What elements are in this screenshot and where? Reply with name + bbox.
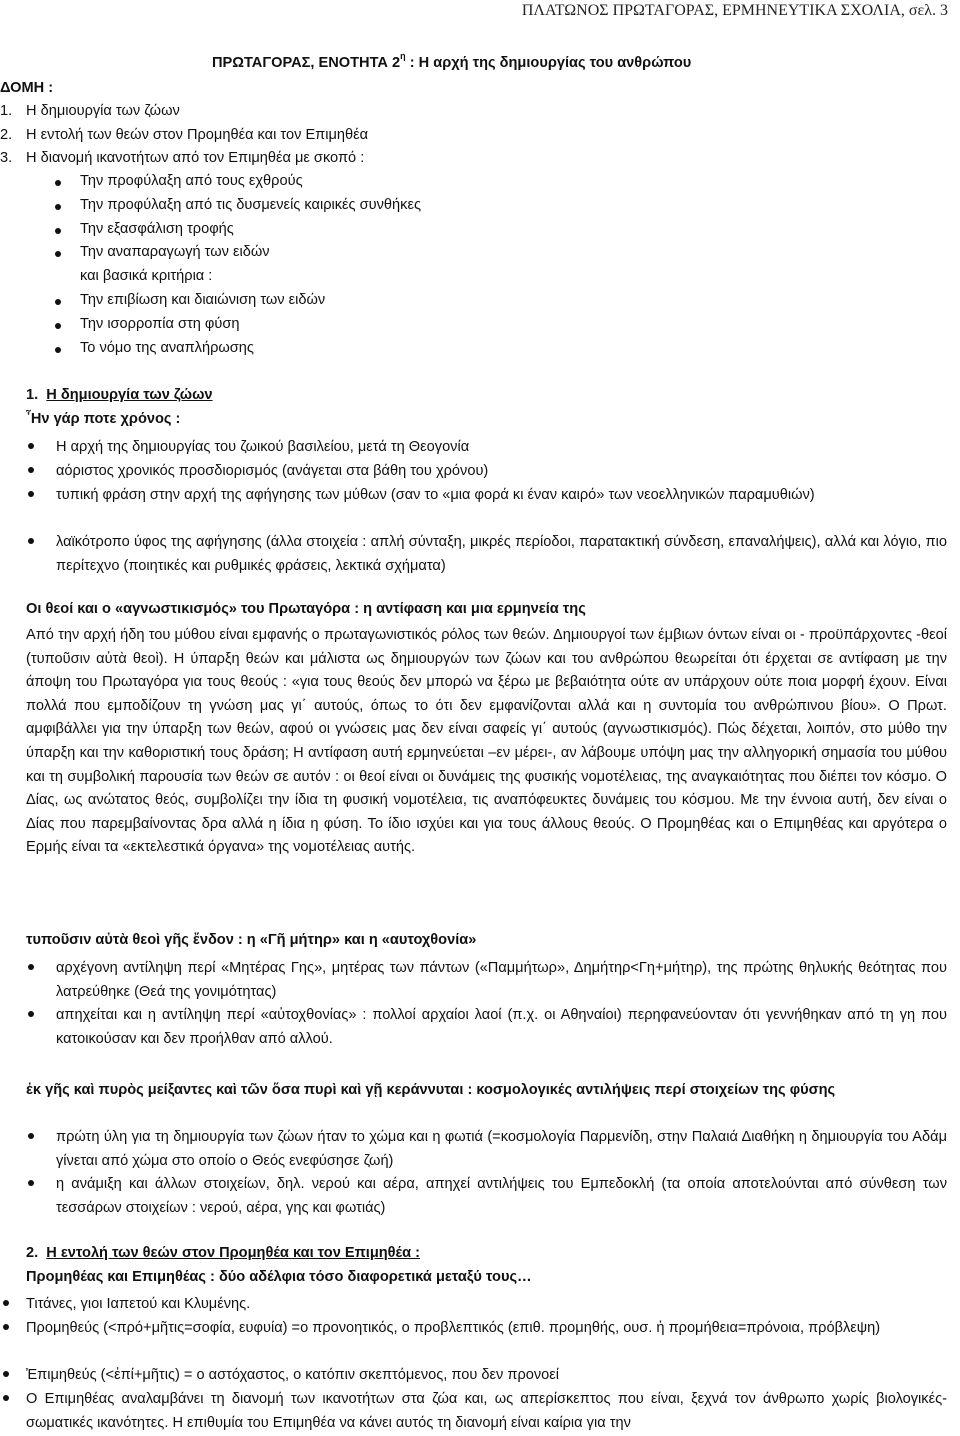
purpose-item: Την προφύλαξη από τους εχθρούς xyxy=(80,173,303,189)
bullet-icon xyxy=(3,1395,9,1401)
criteria-item: Το νόμο της αναπλήρωσης xyxy=(80,340,254,356)
structure-num-3: 3. xyxy=(0,150,13,166)
bullet-icon xyxy=(28,467,34,473)
title-superscript: η xyxy=(400,51,406,61)
purpose-item: Την εξασφάλιση τροφής xyxy=(80,221,234,237)
bullet-icon xyxy=(28,1011,34,1017)
bullet-icon xyxy=(55,228,61,234)
bullet-icon xyxy=(28,1180,34,1186)
bullet-icon xyxy=(28,443,34,449)
section-2-subheading: Προμηθέας και Επιμηθέας : δύο αδέλφια τόσο διαφορετικά μεταξύ τους… xyxy=(26,1269,532,1285)
section-2-bullet: Τιτάνες, γιοι Ιαπετού και Κλυμένης. xyxy=(26,1296,251,1312)
section-1-heading xyxy=(26,387,213,403)
gods-paragraph: Από την αρχή ήδη του μύθου είναι εμφανής ο πρωταγωνιστικός ρόλος των θεών. Δημιουργοί των έμβιων όντων είναι οι - προϋπάρχοντες -θεοί (τυποῦσιν αὐτὰ θεοὶ). Η ύπαρξη θεών και μάλιστα ως δημιουργών των ζώων και του ανθρώπου θεωρείται ότι έρχεται σε αντίφαση με την άποψη του Πρωταγόρα για τους θεούς : «για τους θεούς δεν μπορώ να ξέρω με βεβαιότητα ούτε αν υπάρχουν ούτε ποια μορφή έχουν. Είναι πολλά που εμποδίζουν τη γνώση μας γι΄ αυτούς, όπως το ότι δεν εμφανίζονται αλλά και η συντομία του ανθρώπινου βίου». Ο Πρωτ. αμφιβάλλει για την ύπαρξη των θεών, αφού οι γνώσεις μας δεν είναι σαφείς γι΄ αυτούς (αγνωστικισμός). Πώς δέχεται, λοιπόν, στο μύθο την ύπαρξη και την καθοριστική τους δράση; Η αντίφαση αυτή ερμηνεύεται –εν μέρει-, αν λάβουμε υπόψη μας την αλληγορική σημασία του μύθου και τη συμβολική παρουσία των θεών σε αυτόν : οι θεοί είναι οι δυνάμεις της φυσικής νομοτέλειας, της αναγκαιότητας που διέπει τον κόσμο. Ο Δίας, ως ανώτατος θεός, συμβολίζει την ίδια τη φυσική νομοτέλεια, τις αναπόφευκτες δυνάμεις του κόσμου. Με την έννοια αυτή, δεν είναι ο Δίας που παρεμβαίνοντας δρα αλλά η ίδια η φύση. Το ίδιο ισχύει και για τους άλλους θεούς. Ο Προμηθέας και ο Επιμηθέας και αργότερα ο Ερμής είναι τα «εκτελεστικά όργανα» της νομοτέλειας αυτής. xyxy=(26,627,947,856)
gods-heading: Οι θεοί και ο «αγνωστικισμός» του Πρωταγόρα : η αντίφαση και μια ερμηνεία της xyxy=(26,601,586,617)
earth-bullet: απηχείται και η αντίληψη περί «αὐτοχθονίας» : πολλοί αρχαίοι λαοί (π.χ. οι Αθηναίοι) περηφανεύονταν ότι γεννήθηκαν από τη γη που κατοικούσαν και δεν προήλθαν από αλλού. xyxy=(56,1007,947,1047)
elements-heading: ἐκ γῆς καὶ πυρὸς μείξαντες καὶ τῶν ὅσα πυρὶ καὶ γῇ κεράννυται : κοσμολογικές αντιλήψεις περί στοιχείων της φύσης xyxy=(26,1082,836,1098)
section-1-quote: ῏Ην γάρ ποτε χρόνος : xyxy=(26,411,181,427)
title-part-b: : Η αρχή της δημιουργίας του ανθρώπου xyxy=(405,55,692,71)
document-title xyxy=(212,51,691,71)
section-1-bullet: Η αρχή της δημιουργίας του ζωικού βασιλείου, μετά τη Θεογονία xyxy=(56,439,470,455)
purpose-item: Την αναπαραγωγή των ειδών xyxy=(80,244,270,260)
elements-bullet: πρώτη ύλη για τη δημιουργία των ζώων ήταν το χώμα και η φωτιά (=κοσμολογία Παρμενίδη, στην Παλαιά Διαθήκη η δημιουργία του Αδάμ γίνεται από χώμα στο οποίο ο Θεός ενεφύσησε ζωή) xyxy=(56,1129,947,1169)
criteria-item: Την επιβίωση και διαιώνιση των ειδών xyxy=(80,292,326,308)
bullet-icon xyxy=(3,1324,9,1330)
section-2-bullet: Ο Επιμηθέας αναλαμβάνει τη διανομή των ικανοτήτων στα ζώα και, ως απερίσκεπτος που είναι, ξεχνά τον άνθρωπο χωρίς βιολογικές-σωματικές ικανότητες. Η επιθυμία του Επιμηθέα να κάνει αυτός τη διανομή είναι καίρια για την xyxy=(26,1391,947,1431)
running-head: ΠΛΑΤΩΝΟΣ ΠΡΩΤΑΓΟΡΑΣ, ΕΡΜΗΝΕΥΤΙΚΑ ΣΧΟΛΙΑ, σελ. 3 xyxy=(521,2,948,19)
bullet-icon xyxy=(3,1300,9,1306)
earth-heading: τυποῦσιν αὐτὰ θεοὶ γῆς ἔνδον : η «Γῆ μήτηρ» και η «αυτοχθονία» xyxy=(26,932,477,948)
section-1-number: 1. xyxy=(26,387,39,403)
earth-bullet: αρχέγονη αντίληψη περί «Μητέρας Γης», μητέρας των πάντων («Παμμήτωρ», Δημήτηρ<Γη+μήτηρ), της πρώτης θηλυκής θεότητας που λατρεύθηκε (Θεά της γονιμότητας) xyxy=(56,960,947,1000)
section-2-bullet: Προμηθεύς (<πρό+μῆτις=σοφία, ευφυία) =ο προνοητικός, ο προβλεπτικός (επιθ. προμηθής, ουσ. ἡ προμήθεια=πρόνοια, πρόβλεψη) xyxy=(26,1320,881,1336)
bullet-icon xyxy=(55,347,61,353)
bullet-icon xyxy=(28,964,34,970)
section-2-bullet: Ἐπιμηθεύς (<ἐπί+μῆτις) = ο αστόχαστος, ο κατόπιν σκεπτόμενος, που δεν προνοεί xyxy=(26,1367,560,1383)
bullet-icon xyxy=(55,204,61,210)
section-1-bullet: λαϊκότροπο ύφος της αφήγησης (άλλα στοιχεία : απλή σύνταξη, μικρές περίοδοι, παρατακτική σύνδεση, επαναλήψεις), αλλά και λόγιο, πιο περίτεχνο (ποιητικές και ρυθμικές φράσεις, λεκτικά σχήματα) xyxy=(56,534,947,574)
section-2-number: 2. xyxy=(26,1245,39,1261)
criteria-item: Την ισορροπία στη φύση xyxy=(80,316,240,332)
purpose-item: Την προφύλαξη από τις δυσμενείς καιρικές συνθήκες xyxy=(80,197,421,213)
title-part-a: ΠΡΩΤΑΓΟΡΑΣ, ΕΝΟΤΗΤΑ 2 xyxy=(212,55,401,71)
section-2-title: Η εντολή των θεών στον Προμηθέα και τον Επιμηθέα : xyxy=(46,1245,421,1261)
structure-num-1: 1. xyxy=(0,103,13,119)
section-2-heading xyxy=(26,1245,420,1261)
section-1-bullet: τυπική φράση στην αρχή της αφήγησης των μύθων (σαν το «μια φορά κι έναν καιρό» των νεοελληνικών παραμυθιών) xyxy=(56,487,815,503)
section-1-title: Η δημιουργία των ζώων xyxy=(46,387,213,403)
structure-label: ΔΟΜΗ : xyxy=(0,80,54,96)
bullet-icon xyxy=(55,180,61,186)
elements-bullet: η ανάμιξη και άλλων στοιχείων, δηλ. νερού και αέρα, απηχεί αντιλήψεις του Εμπεδοκλή (τα οποία αποτελούνται από σύνθεση των τεσσάρων στοιχείων : νερού, αέρα, γης και φωτιάς) xyxy=(56,1176,947,1216)
criteria-label: και βασικά κριτήρια : xyxy=(80,268,213,284)
structure-num-2: 2. xyxy=(0,127,13,143)
section-1-bullet: αόριστος χρονικός προσδιορισμός (ανάγεται στα βάθη του χρόνου) xyxy=(56,463,489,479)
bullet-icon xyxy=(3,1371,9,1377)
bullet-icon xyxy=(28,538,34,544)
structure-item-3: Η διανομή ικανοτήτων από τον Επιμηθέα με σκοπό : xyxy=(26,150,365,166)
bullet-icon xyxy=(55,299,61,305)
bullet-icon xyxy=(55,323,61,329)
bullet-icon xyxy=(55,251,61,257)
bullet-icon xyxy=(28,491,34,497)
structure-item-2: Η εντολή των θεών στον Προμηθέα και τον Επιμηθέα xyxy=(26,127,369,143)
bullet-icon xyxy=(28,1133,34,1139)
structure-item-1: Η δημιουργία των ζώων xyxy=(26,103,180,119)
